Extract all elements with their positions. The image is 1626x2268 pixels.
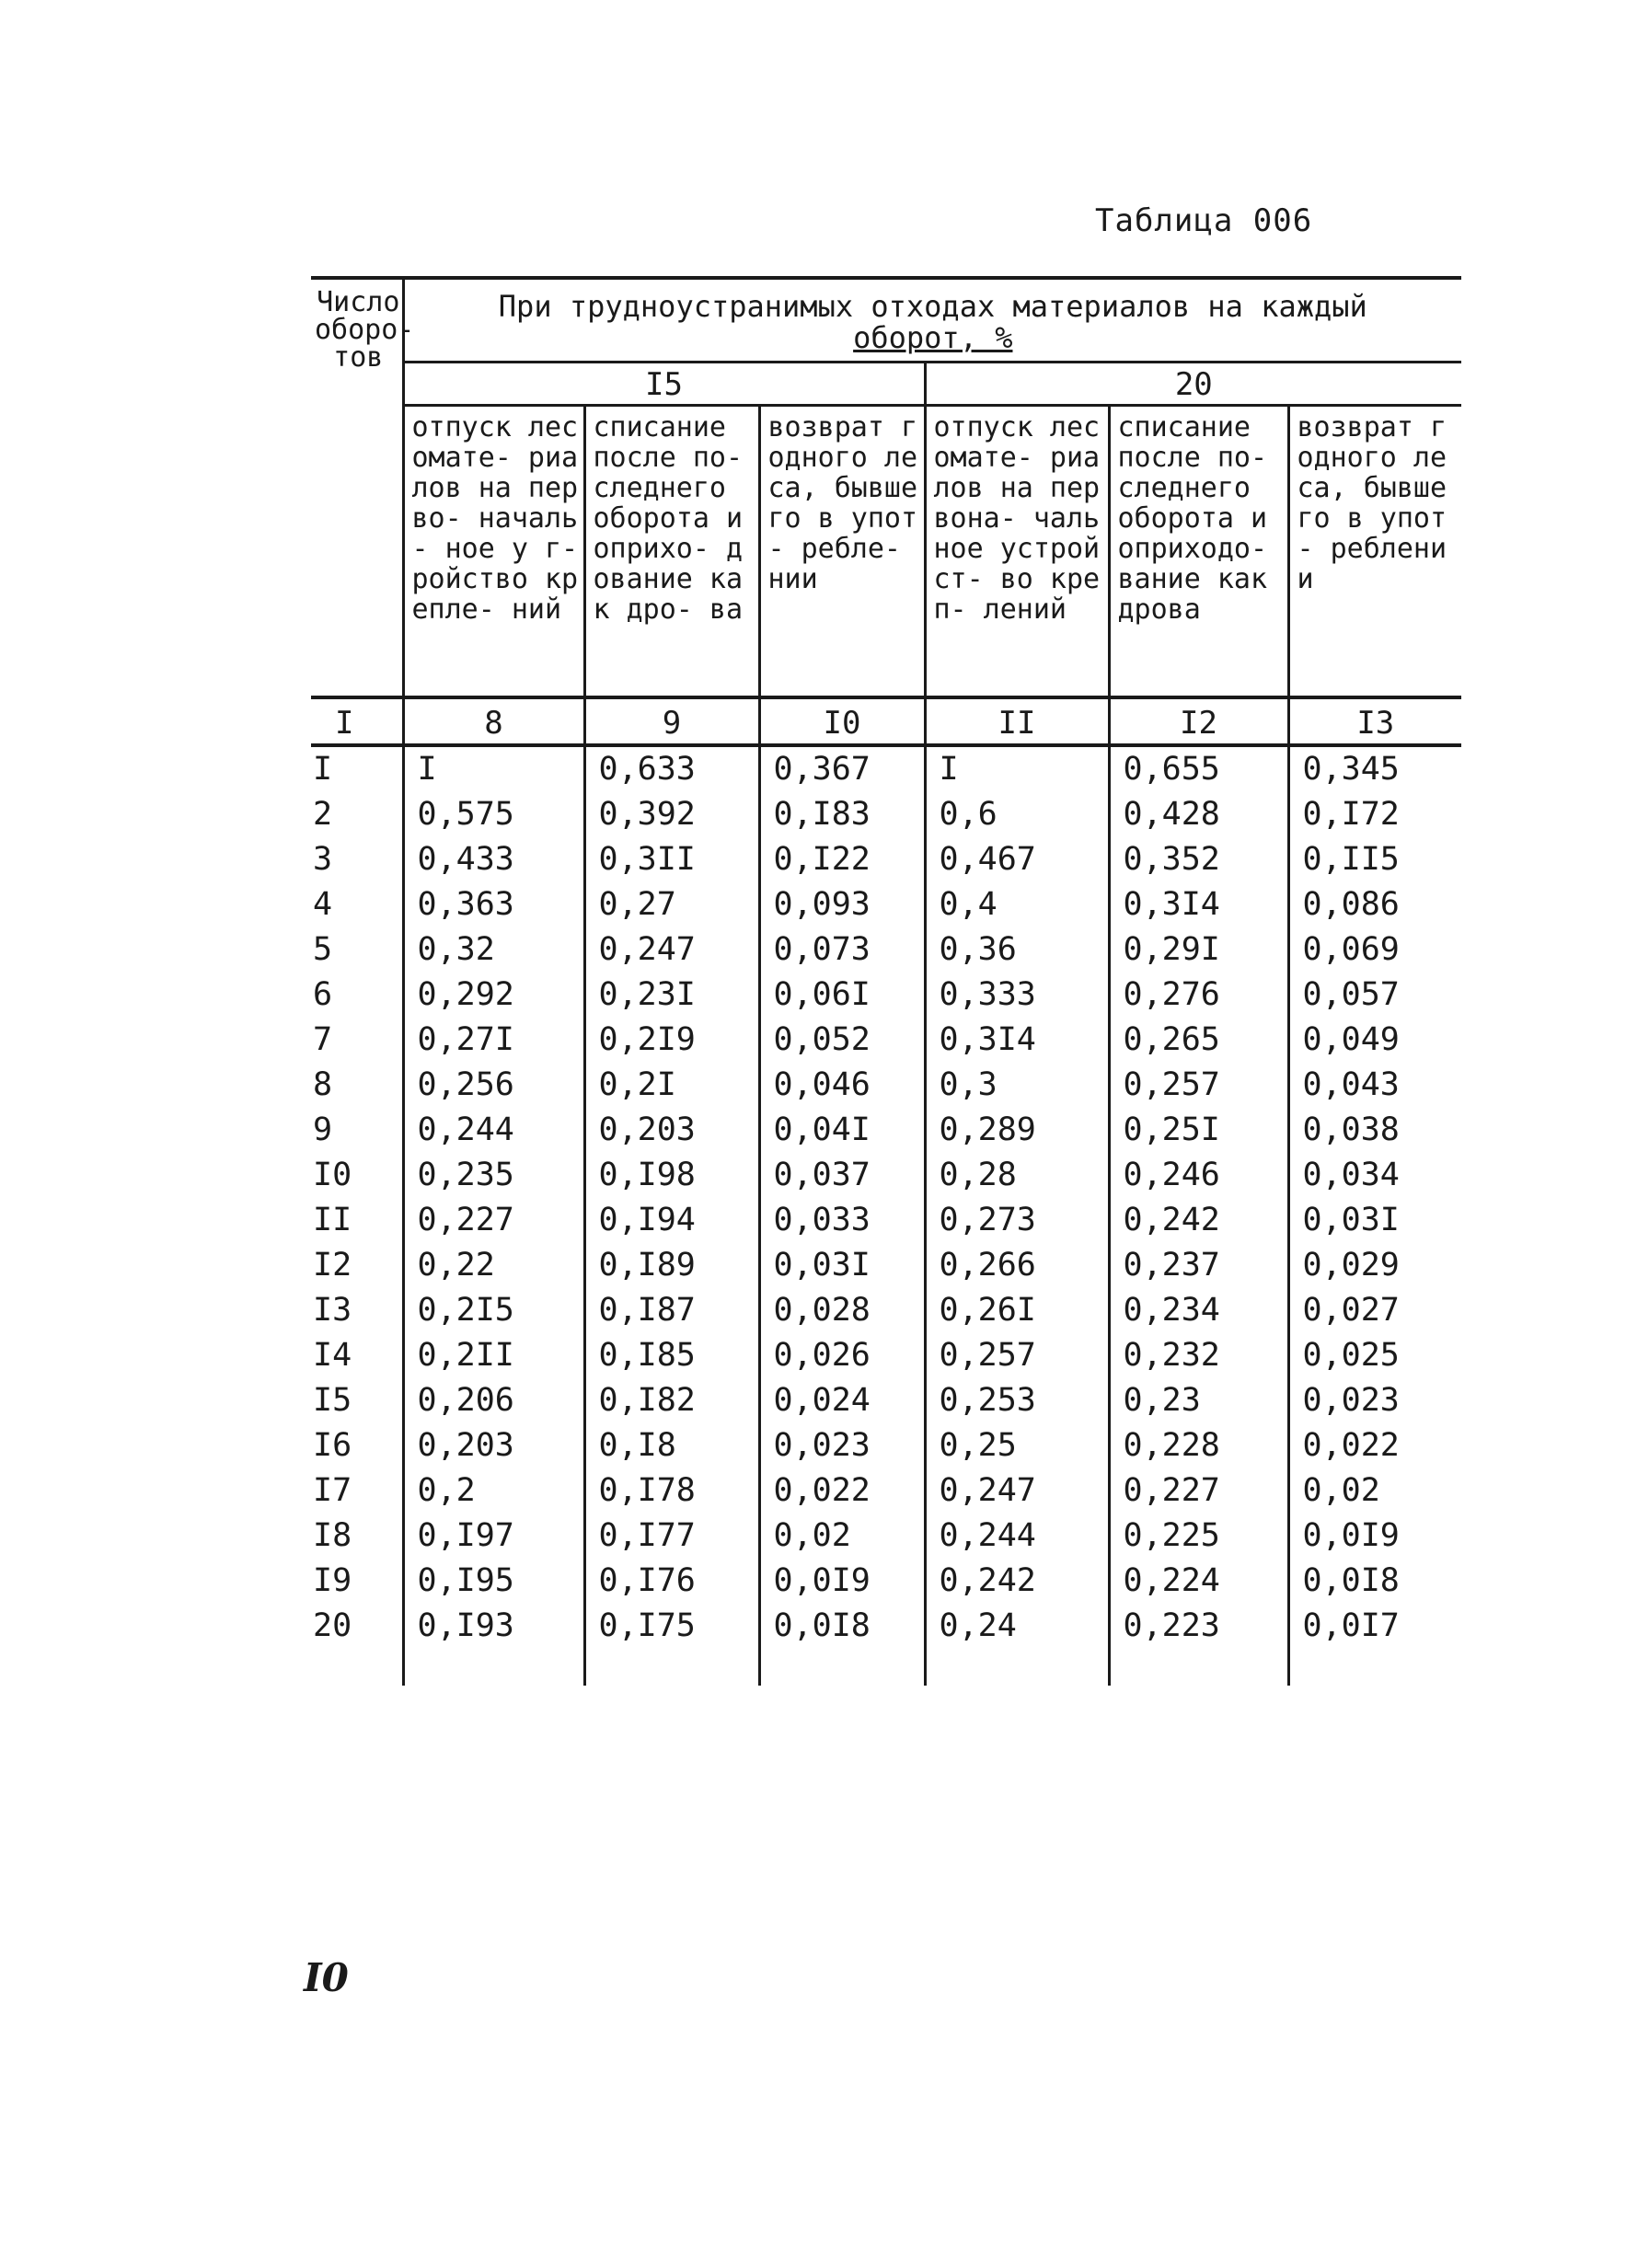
table-cell: 0,273 [925,1198,1109,1243]
table-row [311,837,1461,882]
spacer-cell [403,1649,584,1686]
spacer-cell [1288,1649,1461,1686]
table-cell: 0,257 [925,1333,1109,1378]
table-cell: 0,034 [1302,1157,1400,1193]
table-cell: 0,4 [925,882,1109,927]
table-cell: 0,023 [759,1423,925,1468]
pct-group-20: 20 [925,363,1461,406]
table-cell: 0,223 [1109,1604,1288,1649]
table-cell: 0,23I [584,973,759,1018]
table-cell: 0,228 [1109,1423,1288,1468]
table-cell: 0,363 [403,882,584,927]
column-number: I [311,697,403,745]
table-cell: 0,033 [759,1198,925,1243]
table-cell: 0,052 [759,1018,925,1063]
group-title-line2: оборот, % [853,320,1013,355]
table-cell: 0,433 [403,837,584,882]
column-number: I0 [759,697,925,745]
table-cell: 0,2I [584,1063,759,1108]
table-row [311,745,1461,792]
column-number: 8 [403,697,584,745]
table-cell: 0,428 [1109,792,1288,837]
table-caption: Таблица 006 [1095,202,1313,239]
table-cell: 0,352 [1109,837,1288,882]
pct-group-15: I5 [403,363,925,406]
row-index-cell: 9 [311,1108,403,1153]
table-row [311,1423,1461,1468]
table-cell: 0,225 [1109,1514,1288,1559]
table-cell: 0,0I8 [1302,1562,1400,1599]
table-cell: 0,023 [1302,1382,1400,1419]
row-index-cell: 8 [311,1063,403,1108]
table-cell: 0,02 [759,1514,925,1559]
table-cell: 0,029 [1302,1247,1400,1284]
table-cell: 0,0I9 [759,1559,925,1604]
sub-header: списание после по- следнего оборота и оприхо- дование как дро- ва [584,406,759,698]
row-index-cell: 3 [311,837,403,882]
spacer-cell [925,1649,1109,1686]
table-cell: 0,28 [925,1153,1109,1198]
table-cell: 0,I75 [584,1604,759,1649]
table-row [311,1378,1461,1423]
table-cell: 0,I72 [1302,796,1400,833]
row-index-cell: I0 [311,1153,403,1198]
table-cell: 0,022 [759,1468,925,1514]
table-cell: 0,I76 [584,1559,759,1604]
table-row [311,1288,1461,1333]
table-cell: 0,203 [584,1108,759,1153]
table-cell: 0,27I [403,1018,584,1063]
table-cell: 0,203 [403,1423,584,1468]
row-count-header: Число оборо- тов [311,278,403,697]
table-cell: 0,345 [1302,751,1400,788]
table-cell: 0,I8 [584,1423,759,1468]
sub-header: отпуск лесомате- риалов на перво- началь- ное у г- ройство крепле- ний [403,406,584,698]
table-row [311,1018,1461,1063]
data-table [311,276,1461,1686]
sub-header: отпуск лесомате- риалов на первона- чальное устройст- во креп- лений [925,406,1109,698]
table-cell: 0,II5 [1302,841,1400,878]
table-cell: 0,235 [403,1153,584,1198]
table-cell: 0,069 [1302,931,1400,968]
table-cell: 0,073 [759,927,925,973]
table-cell: 0,I89 [584,1243,759,1288]
page-number: I0 [304,1955,349,2000]
table-cell: 0,24 [925,1604,1109,1649]
row-index-cell: 7 [311,1018,403,1063]
table-row [311,792,1461,837]
table-cell: 0,257 [1109,1063,1288,1108]
row-index-cell: 2 [311,792,403,837]
group-title [403,278,1461,363]
table-cell: 0,29I [1109,927,1288,973]
spacer-cell [584,1649,759,1686]
table-cell: 0,04I [759,1108,925,1153]
table-cell: 0,2 [403,1468,584,1514]
table-cell: I [403,745,584,792]
table-cell: I [925,745,1109,792]
table-cell: 0,256 [403,1063,584,1108]
table-row [311,927,1461,973]
table-cell: 0,266 [925,1243,1109,1288]
table-cell: 0,028 [759,1288,925,1333]
table-cell: 0,I22 [759,837,925,882]
table-cell: 0,06I [759,973,925,1018]
table-row [311,1063,1461,1108]
table-cell: 0,289 [925,1108,1109,1153]
table-cell: 0,049 [1302,1021,1400,1058]
table-cell: 0,024 [759,1378,925,1423]
table-cell: 0,I95 [403,1559,584,1604]
table-cell: 0,027 [1302,1292,1400,1329]
row-index-cell: II [311,1198,403,1243]
table-cell: 0,I87 [584,1288,759,1333]
table-cell: 0,057 [1302,976,1400,1013]
table-cell: 0,244 [925,1514,1109,1559]
table-cell: 0,633 [584,745,759,792]
spacer-cell [759,1649,925,1686]
table-cell: 0,276 [1109,973,1288,1018]
row-index-cell: I2 [311,1243,403,1288]
table-row [311,1153,1461,1198]
table-cell: 0,I93 [403,1604,584,1649]
table-cell: 0,2II [403,1333,584,1378]
table-cell: 0,224 [1109,1559,1288,1604]
table-cell: 0,I85 [584,1333,759,1378]
table-cell: 0,242 [925,1559,1109,1604]
table-cell: 0,26I [925,1288,1109,1333]
sub-header: списание после по- следнего оборота и оприходо- вание как дрова [1109,406,1288,698]
column-number: II [925,697,1109,745]
table-cell: 0,25 [925,1423,1109,1468]
spacer-cell [1109,1649,1288,1686]
table-cell: 0,037 [759,1153,925,1198]
table-cell: 0,0I9 [1302,1517,1400,1554]
table-cell: 0,2I5 [403,1288,584,1333]
row-index-cell: I9 [311,1559,403,1604]
table-cell: 0,I78 [584,1468,759,1514]
column-number: I2 [1109,697,1288,745]
table-cell: 0,043 [1302,1066,1400,1103]
spacer-cell [311,1649,403,1686]
table-cell: 0,392 [584,792,759,837]
row-index-cell: I5 [311,1378,403,1423]
table-row [311,973,1461,1018]
table-cell: 0,I98 [584,1153,759,1198]
table-cell: 0,227 [403,1198,584,1243]
row-index-cell: I7 [311,1468,403,1514]
table-cell: 0,333 [925,973,1109,1018]
table-cell: 0,244 [403,1108,584,1153]
table-row [311,1108,1461,1153]
table-tail-spacer [311,1649,1461,1686]
table-row [311,1514,1461,1559]
table-cell: 0,6 [925,792,1109,837]
row-index-cell: 4 [311,882,403,927]
table-cell: 0,093 [759,882,925,927]
row-index-cell: 6 [311,973,403,1018]
row-index-cell: 5 [311,927,403,973]
table-cell: 0,3I4 [1109,882,1288,927]
table-cell: 0,0I8 [759,1604,925,1649]
table-container [311,276,1461,1686]
table-cell: 0,232 [1109,1333,1288,1378]
table-cell: 0,467 [925,837,1109,882]
table-cell: 0,237 [1109,1243,1288,1288]
table-cell: 0,3II [584,837,759,882]
row-index-cell: I [311,745,403,792]
table-cell: 0,247 [584,927,759,973]
column-number: 9 [584,697,759,745]
table-cell: 0,022 [1302,1427,1400,1464]
table-cell: 0,575 [403,792,584,837]
table-row [311,1198,1461,1243]
table-cell: 0,038 [1302,1111,1400,1148]
table-row [311,1468,1461,1514]
table-cell: 0,246 [1109,1153,1288,1198]
table-cell: 0,655 [1109,745,1288,792]
table-row [311,1604,1461,1649]
column-number: I3 [1288,697,1461,745]
table-cell: 0,I83 [759,792,925,837]
table-cell: 0,253 [925,1378,1109,1423]
table-cell: 0,I94 [584,1198,759,1243]
table-cell: 0,242 [1109,1198,1288,1243]
sub-header: возврат годного леса, бывшего в упот- реблении [1297,411,1447,595]
table-cell: 0,25I [1109,1108,1288,1153]
row-index-cell: I8 [311,1514,403,1559]
table-cell: 0,32 [403,927,584,973]
group-title-line1: При трудноустранимых отходах материалов на каждый [498,289,1367,324]
table-cell: 0,086 [1302,886,1400,923]
table-cell: 0,02 [1302,1472,1380,1509]
table-cell: 0,03I [759,1243,925,1288]
table-cell: 0,36 [925,927,1109,973]
table-body [311,745,1461,1686]
table-row [311,1559,1461,1604]
table-cell: 0,247 [925,1468,1109,1514]
table-cell: 0,27 [584,882,759,927]
table-cell: 0,367 [759,745,925,792]
table-cell: 0,234 [1109,1288,1288,1333]
table-row [311,882,1461,927]
sub-header: возврат годного леса, бывшего в упот- ребле- нии [759,406,925,698]
table-cell: 0,3I4 [925,1018,1109,1063]
table-cell: 0,I77 [584,1514,759,1559]
table-cell: 0,265 [1109,1018,1288,1063]
table-cell: 0,I82 [584,1378,759,1423]
table-cell: 0,227 [1109,1468,1288,1514]
table-cell: 0,03I [1302,1202,1400,1238]
table-row [311,1333,1461,1378]
table-cell: 0,3 [925,1063,1109,1108]
table-cell: 0,046 [759,1063,925,1108]
table-cell: 0,0I7 [1302,1607,1400,1644]
table-cell: 0,23 [1109,1378,1288,1423]
row-index-cell: I4 [311,1333,403,1378]
table-cell: 0,22 [403,1243,584,1288]
table-cell: 0,292 [403,973,584,1018]
row-index-cell: I6 [311,1423,403,1468]
table-row [311,1243,1461,1288]
table-cell: 0,026 [759,1333,925,1378]
table-cell: 0,I97 [403,1514,584,1559]
table-cell: 0,206 [403,1378,584,1423]
table-cell: 0,025 [1302,1337,1400,1374]
row-index-cell: 20 [311,1604,403,1649]
table-cell: 0,2I9 [584,1018,759,1063]
row-index-cell: I3 [311,1288,403,1333]
